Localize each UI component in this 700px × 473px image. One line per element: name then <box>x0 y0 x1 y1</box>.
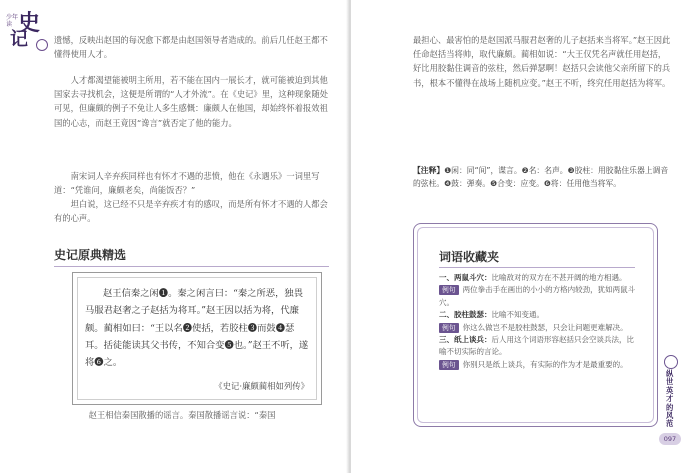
vocab-example <box>439 322 639 334</box>
section-title: 史记原典精选 <box>54 248 127 262</box>
example-tag: 例句 <box>439 323 459 333</box>
vocabulary-box <box>413 223 658 427</box>
flower-icon <box>664 355 678 369</box>
example-tag: 例句 <box>439 285 459 295</box>
left-page <box>0 0 349 473</box>
vocab-example-text: 两位拳击手在画出的小小的方格内较劲，犹如两鼠斗穴。 <box>439 285 636 307</box>
series-logo <box>6 12 50 52</box>
vocabulary-list <box>439 272 639 371</box>
seal-icon <box>36 39 48 51</box>
vocab-entry <box>439 309 639 321</box>
vocab-term: 三、纸上谈兵： <box>439 335 492 345</box>
logo-small-text: 少年读 <box>6 14 19 28</box>
right-paragraph-1: 最担心、最害怕的是赵国派马服君赵奢的儿子赵括来当将军。”赵王因此任命赵括当将帅，取代廉颇。蔺相如说：“大王仅凭名声就任用赵括，好比用胶黏住调音的弦柱，然后弹瑟啊！赵括只会读他父亲所留下的兵书，根本不懂得在战场上随机应变。”赵王不听，终究任用赵括为将军。 <box>413 35 671 88</box>
vocab-example-text: 你这么做岂不是胶柱鼓瑟，只会让问题更难解决。 <box>462 322 628 332</box>
logo-char-shi: 史 <box>18 10 41 36</box>
classic-excerpt-box <box>72 272 322 405</box>
vocab-example <box>439 284 639 309</box>
annotations <box>413 164 671 190</box>
vocab-definition: 比喻敌对的双方在不甚开阔的地方相遇。 <box>491 273 627 282</box>
classic-excerpt-source: 《史记·廉颇蔺相如列传》 <box>214 381 309 391</box>
vocab-term: 一、两鼠斗穴： <box>439 273 492 282</box>
vocab-entry <box>439 334 639 359</box>
left-paragraph-4: 坦白说，这已经不只是辛弃疾才有的感叹，而是所有怀才不遇的人都会有的心声。 <box>54 199 328 224</box>
vocab-example-text: 你别只是纸上谈兵，有实际的作为才是最重要的。 <box>462 359 628 369</box>
vocab-definition: 后人用这个词语形容赵括只会空谈兵法，比喻不切实际的言论。 <box>439 335 634 357</box>
left-paragraph-3: 南宋词人辛弃疾同样也有怀才不遇的悲愤，他在《永遇乐》一词里写道：“凭谁问，廉颇老矣，尚能饭否？” <box>54 171 320 196</box>
vocabulary-divider <box>439 267 635 268</box>
vocab-example <box>439 359 639 371</box>
left-translation-start: 赵王相信秦国散播的谣言。秦国散播谣言说：“秦国 <box>88 410 276 420</box>
vocabulary-title: 词语收藏夹 <box>439 250 500 264</box>
page-number: 097 <box>659 433 681 445</box>
classic-excerpt-text: 赵王信秦之闲❶。秦之闲言曰：“秦之所恶，独畏马服君赵奢之子赵括为将耳。”赵王因以括为将，代廉颇。蔺相如曰：“王以名❷使括，若胶柱❸而鼓❹瑟耳。括徒能读其父书传，不知合变❺也。”赵王不听，遂将❻之。 <box>85 288 309 369</box>
vocab-definition: 比喻不知变通。 <box>491 310 544 320</box>
left-paragraph-2: 人才都渴望能被明主所用，若不能在国内一展长才，就可能被迫到其他国家去寻找机会，这便是所谓的“人才外流”。在《史记》里，这种现象随处可见，但廉颇的例子不免让人多生感慨：廉颇人在他国，却始终怀着报效祖国的心志，而赵王竟因“谗言”就否定了他的能力。 <box>54 75 329 128</box>
annotations-text: ❶闲：同“间”，谍言。❷名：名声。❸胶柱：用胶黏住乐器上调音的弦柱。❹鼓：弹奏。❺合变：应变。❻将：任用他当将军。 <box>413 166 669 188</box>
vocab-entry <box>439 272 639 284</box>
annotations-label: 【注释】 <box>413 166 445 175</box>
logo-char-ji: 记 <box>10 29 28 50</box>
example-tag: 例句 <box>439 360 459 370</box>
vocab-term: 二、胶柱鼓瑟： <box>439 310 492 320</box>
left-paragraph-1: 遗憾，反映出赵国的每况愈下都是由赵国领导者造成的。前后几任赵王都不懂得使用人才。 <box>54 35 328 60</box>
section-divider <box>54 266 329 267</box>
chapter-side-title: 纵世英才的风范 <box>666 369 674 429</box>
